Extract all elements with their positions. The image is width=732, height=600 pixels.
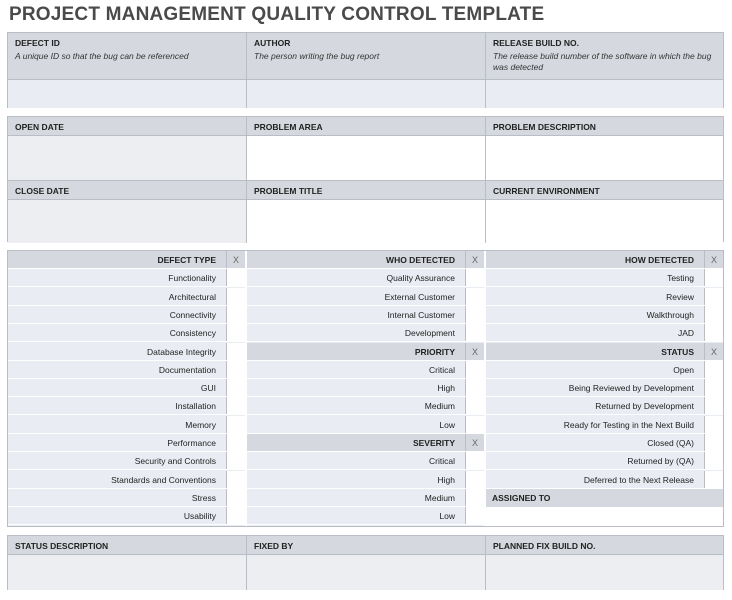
- author-label: AUTHOR: [254, 38, 291, 48]
- option-label: Returned by (QA): [627, 456, 694, 467]
- checkbox[interactable]: [465, 452, 484, 469]
- checkbox[interactable]: [465, 397, 484, 414]
- option-label: Documentation: [158, 364, 216, 375]
- defect-id-header: [8, 33, 247, 79]
- checkbox[interactable]: [465, 324, 484, 341]
- checkbox[interactable]: [704, 379, 723, 396]
- checklist-row: [247, 324, 484, 342]
- checkbox[interactable]: [226, 471, 245, 488]
- how-detected-header: [486, 251, 723, 269]
- checklist-row: [247, 379, 484, 397]
- option-label: Stress: [191, 492, 216, 503]
- checkbox[interactable]: [704, 434, 723, 451]
- checkbox[interactable]: [226, 416, 245, 433]
- option-label: GUI: [200, 383, 216, 394]
- option-label: Internal Customer: [387, 309, 455, 320]
- option-label: Low: [439, 511, 455, 522]
- checklist-row: [486, 288, 723, 306]
- checklist-row: [247, 288, 484, 306]
- option-label: Architectural: [168, 291, 216, 302]
- option-label: Database Integrity: [147, 346, 216, 357]
- open-date-input[interactable]: [8, 136, 247, 180]
- option-label: External Customer: [384, 291, 455, 302]
- checkbox[interactable]: [465, 379, 484, 396]
- page-title: PROJECT MANAGEMENT QUALITY CONTROL TEMPLATE: [9, 4, 545, 25]
- checklist-row: [486, 434, 723, 452]
- mark-column-label: X: [226, 251, 245, 268]
- problem-fields: [7, 116, 724, 242]
- current-environment-input[interactable]: [486, 200, 723, 243]
- option-label: Ready for Testing in the Next Build: [563, 419, 694, 430]
- status-header: [486, 343, 723, 361]
- option-label: Returned by Development: [595, 401, 694, 412]
- checklist-row: [247, 452, 484, 470]
- problem-description-input[interactable]: [486, 136, 723, 180]
- checklist-row: [8, 288, 245, 306]
- priority-title: PRIORITY: [414, 346, 455, 357]
- option-label: Installation: [175, 401, 216, 412]
- checklist-row: [247, 489, 484, 507]
- option-label: Critical: [429, 364, 455, 375]
- mark-column-label: X: [465, 251, 484, 268]
- checkbox[interactable]: [226, 397, 245, 414]
- checklist-row: [247, 471, 484, 489]
- checklist-row: [247, 416, 484, 434]
- option-label: Quality Assurance: [386, 273, 455, 284]
- checklist-row: [486, 379, 723, 397]
- checklist-row: [247, 361, 484, 379]
- checkbox[interactable]: [465, 306, 484, 323]
- checklist-row: [486, 269, 723, 287]
- option-label: Being Reviewed by Development: [568, 383, 694, 394]
- planned-fix-build-input[interactable]: [486, 555, 723, 590]
- problem-description-label: PROBLEM DESCRIPTION: [486, 117, 723, 135]
- checkbox[interactable]: [704, 416, 723, 433]
- option-label: High: [437, 474, 455, 485]
- author-desc: The person writing the bug report: [254, 51, 380, 61]
- defect-id-label: DEFECT ID: [15, 38, 60, 48]
- checkbox[interactable]: [226, 452, 245, 469]
- checkbox[interactable]: [226, 379, 245, 396]
- checkbox[interactable]: [226, 324, 245, 341]
- footer-fields: [7, 535, 724, 590]
- defect-type-title: DEFECT TYPE: [157, 255, 216, 265]
- severity-title: SEVERITY: [412, 438, 455, 448]
- checklist-row: [8, 361, 245, 379]
- checkbox[interactable]: [704, 452, 723, 469]
- option-label: JAD: [677, 328, 694, 339]
- checklist-row: [8, 416, 245, 434]
- problem-area-input[interactable]: [247, 136, 486, 180]
- checkbox[interactable]: [226, 489, 245, 506]
- checklist-row: [247, 507, 484, 525]
- assigned-to-input[interactable]: [486, 507, 723, 526]
- checklist-row: [8, 471, 245, 489]
- close-date-label: CLOSE DATE: [8, 181, 247, 199]
- status-title: STATUS: [661, 346, 694, 357]
- release-build-desc: The release build number of the software in which the bug was detected: [493, 51, 712, 72]
- status-description-input[interactable]: [8, 555, 247, 590]
- mark-column-label: X: [704, 343, 723, 360]
- checkbox[interactable]: [226, 269, 245, 286]
- checkbox[interactable]: [465, 507, 484, 524]
- header-fields: [7, 32, 724, 108]
- checkbox[interactable]: [465, 471, 484, 488]
- checklist-row: [8, 269, 245, 287]
- checklist-row: [486, 416, 723, 434]
- checkbox[interactable]: [465, 416, 484, 433]
- checkbox[interactable]: [226, 361, 245, 378]
- checkbox[interactable]: [226, 434, 245, 451]
- checklist-row: [8, 507, 245, 525]
- mark-column-label: X: [704, 251, 723, 268]
- assigned-to-section: [486, 489, 723, 526]
- checkbox[interactable]: [704, 361, 723, 378]
- checklist-row: [8, 306, 245, 324]
- problem-area-label: PROBLEM AREA: [247, 117, 486, 135]
- checkbox[interactable]: [704, 306, 723, 323]
- problem-title-input[interactable]: [247, 200, 486, 243]
- how-detected-title: HOW DETECTED: [625, 255, 694, 265]
- release-build-input[interactable]: [486, 80, 723, 108]
- open-date-label: OPEN DATE: [8, 117, 247, 135]
- option-label: Testing: [667, 273, 694, 284]
- checklist-row: [8, 434, 245, 452]
- option-label: Development: [404, 328, 455, 339]
- option-label: Performance: [167, 438, 216, 448]
- option-label: Connectivity: [169, 309, 216, 320]
- author-header: [247, 33, 486, 79]
- checklist-row: [8, 324, 245, 342]
- option-label: Critical: [429, 456, 455, 467]
- fixed-by-label: FIXED BY: [247, 536, 486, 554]
- who-detected-title: WHO DETECTED: [386, 255, 455, 265]
- checkbox[interactable]: [465, 269, 484, 286]
- checklist-row: [247, 397, 484, 415]
- assigned-to-label: ASSIGNED TO: [486, 489, 723, 507]
- option-label: Walkthrough: [646, 309, 694, 320]
- checklist-row: [486, 452, 723, 470]
- checkbox[interactable]: [226, 306, 245, 323]
- planned-fix-build-label: PLANNED FIX BUILD NO.: [486, 536, 723, 554]
- option-label: Deferred to the Next Release: [583, 474, 694, 485]
- checkbox[interactable]: [704, 397, 723, 414]
- checklist-row: [8, 452, 245, 470]
- option-label: Security and Controls: [134, 456, 216, 467]
- option-label: Consistency: [169, 328, 216, 339]
- checklist-row: [486, 361, 723, 379]
- option-label: Open: [673, 364, 694, 375]
- author-input[interactable]: [247, 80, 486, 108]
- defect-id-desc: A unique ID so that the bug can be referenced: [15, 51, 189, 61]
- defect-id-input[interactable]: [8, 80, 247, 108]
- checklist-row: [486, 306, 723, 324]
- checklist-row: [8, 343, 245, 361]
- checkbox[interactable]: [226, 288, 245, 305]
- checkbox[interactable]: [704, 324, 723, 341]
- defect-type-header: [8, 251, 245, 269]
- checkbox[interactable]: [465, 489, 484, 506]
- current-environment-label: CURRENT ENVIRONMENT: [486, 181, 723, 199]
- option-label: Functionality: [168, 273, 216, 284]
- checklist-row: [486, 324, 723, 342]
- option-label: Review: [666, 291, 694, 302]
- checklist-row: [486, 397, 723, 415]
- option-label: Memory: [185, 419, 216, 430]
- checkbox[interactable]: [226, 507, 245, 524]
- checkbox[interactable]: [704, 288, 723, 305]
- severity-header: [247, 434, 484, 452]
- checkbox[interactable]: [226, 343, 245, 360]
- checklist-row: [247, 306, 484, 324]
- checkbox[interactable]: [465, 288, 484, 305]
- mark-column-label: X: [465, 343, 484, 360]
- option-label: Medium: [424, 401, 455, 412]
- mark-column-label: X: [465, 434, 484, 451]
- close-date-input[interactable]: [8, 200, 247, 243]
- fixed-by-input[interactable]: [247, 555, 486, 590]
- who-detected-header: [247, 251, 484, 269]
- priority-header: [247, 343, 484, 361]
- option-label: Low: [439, 419, 455, 430]
- option-label: Standards and Conventions: [111, 474, 216, 485]
- checklist-grid: [7, 250, 724, 527]
- problem-title-label: PROBLEM TITLE: [247, 181, 486, 199]
- checkbox[interactable]: [704, 471, 723, 488]
- option-label: Usability: [183, 511, 216, 522]
- checklist-row: [8, 489, 245, 507]
- release-build-label: RELEASE BUILD NO.: [493, 38, 579, 48]
- option-label: Medium: [424, 492, 455, 503]
- checklist-row: [8, 397, 245, 415]
- checkbox[interactable]: [704, 269, 723, 286]
- checklist-row: [8, 379, 245, 397]
- option-label: High: [437, 383, 455, 394]
- checklist-row: [486, 471, 723, 489]
- checkbox[interactable]: [465, 361, 484, 378]
- option-label: Closed (QA): [647, 438, 694, 448]
- status-description-label: STATUS DESCRIPTION: [8, 536, 247, 554]
- release-build-header: [486, 33, 723, 79]
- checklist-row: [247, 269, 484, 287]
